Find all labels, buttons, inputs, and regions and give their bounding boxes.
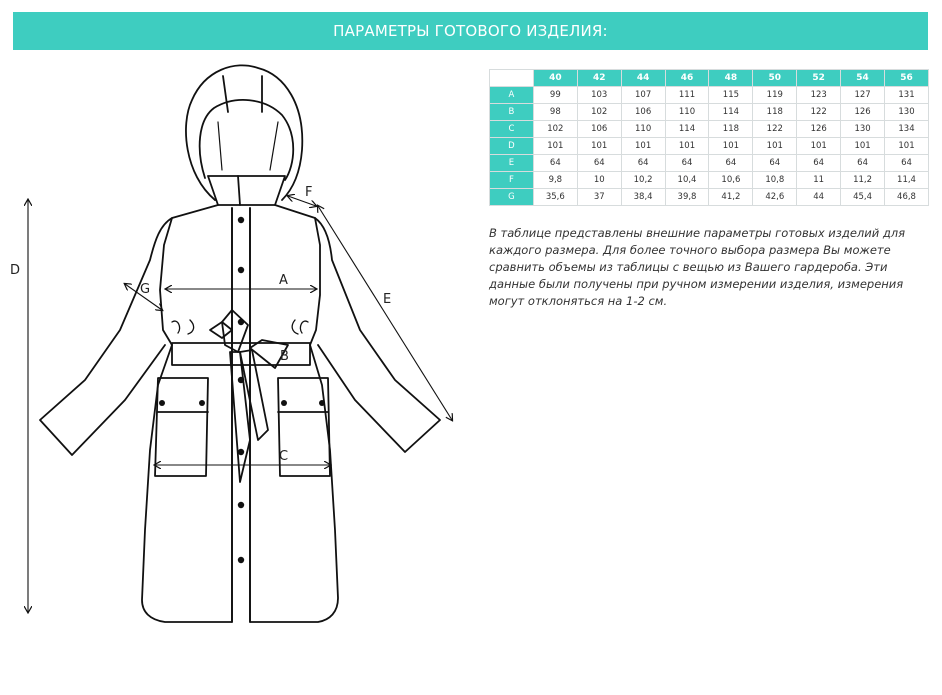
table-cell: 41,2 <box>709 189 753 206</box>
row-label: C <box>490 121 534 138</box>
row-label: A <box>490 87 534 104</box>
dimension-lines <box>28 196 452 612</box>
table-cell: 115 <box>709 87 753 104</box>
table-cell: 64 <box>533 155 577 172</box>
table-row <box>490 172 929 189</box>
table-cell: 101 <box>577 138 621 155</box>
left-sleeve <box>40 218 172 455</box>
table-cell: 10,2 <box>621 172 665 189</box>
table-cell: 107 <box>621 87 665 104</box>
hood-inner-fold <box>218 122 278 170</box>
table-cell: 44 <box>797 189 841 206</box>
hood-seam <box>223 76 262 112</box>
size-header: 40 <box>533 70 577 87</box>
table-row <box>490 87 929 104</box>
table-cell: 64 <box>621 155 665 172</box>
table-cell: 101 <box>665 138 709 155</box>
table-row <box>490 189 929 206</box>
measurement-note: В таблице представлены внешние параметры готовых изделий для каждого размера. Для более точного выбора размера Вы можете сравнить объемы из таблицы с вещью из Вашего гардероба. Эти данные были получены при ручном измерении изделия, измерения могут отклоняться на 1-2 см. <box>489 226 906 308</box>
table-cell: 114 <box>665 121 709 138</box>
table-cell: 114 <box>709 104 753 121</box>
table-cell: 37 <box>577 189 621 206</box>
table-cell: 10,4 <box>665 172 709 189</box>
row-label: D <box>490 138 534 155</box>
table-cell: 99 <box>533 87 577 104</box>
table-cell: 130 <box>841 121 885 138</box>
table-cell: 11,4 <box>885 172 929 189</box>
table-cell: 64 <box>665 155 709 172</box>
hood-inner <box>200 100 294 180</box>
size-header: 52 <box>797 70 841 87</box>
dim-label-e: E <box>383 292 392 307</box>
table-cell: 38,4 <box>621 189 665 206</box>
buttons <box>159 217 325 563</box>
table-cell: 110 <box>621 121 665 138</box>
belt-knot <box>222 310 248 352</box>
table-cell: 64 <box>577 155 621 172</box>
dim-label-f: F <box>305 185 313 200</box>
table-cell: 39,8 <box>665 189 709 206</box>
table-cell: 11,2 <box>841 172 885 189</box>
belt-loop <box>210 322 232 338</box>
size-header: 54 <box>841 70 885 87</box>
table-cell: 118 <box>753 104 797 121</box>
size-table <box>489 69 929 206</box>
table-cell: 101 <box>533 138 577 155</box>
table-cell: 10,8 <box>753 172 797 189</box>
table-cell: 102 <box>577 104 621 121</box>
coat-body <box>142 205 232 622</box>
right-sleeve <box>315 218 440 452</box>
table-row <box>490 155 929 172</box>
table-cell: 102 <box>533 121 577 138</box>
size-header: 50 <box>753 70 797 87</box>
belt-tie-1 <box>230 352 250 482</box>
dim-e-line <box>318 206 452 420</box>
table-row <box>490 138 929 155</box>
dim-label-a: A <box>279 273 288 288</box>
table-cell: 64 <box>841 155 885 172</box>
collar-split <box>238 176 240 205</box>
table-cell: 101 <box>885 138 929 155</box>
table-cell: 101 <box>709 138 753 155</box>
table-cell: 101 <box>841 138 885 155</box>
table-cell: 98 <box>533 104 577 121</box>
table-cell: 35,6 <box>533 189 577 206</box>
table-cell: 131 <box>885 87 929 104</box>
collar <box>208 176 285 205</box>
table-row <box>490 104 929 121</box>
row-label: G <box>490 189 534 206</box>
table-cell: 134 <box>885 121 929 138</box>
table-cell: 64 <box>753 155 797 172</box>
table-cell: 46,8 <box>885 189 929 206</box>
table-cell: 64 <box>885 155 929 172</box>
table-row <box>490 121 929 138</box>
table-cell: 130 <box>885 104 929 121</box>
table-cell: 10 <box>577 172 621 189</box>
table-cell: 9,8 <box>533 172 577 189</box>
table-cell: 101 <box>797 138 841 155</box>
table-cell: 64 <box>797 155 841 172</box>
dim-label-d: D <box>10 263 21 278</box>
dim-label-b: B <box>280 349 289 364</box>
table-cell: 103 <box>577 87 621 104</box>
coat-diagram <box>0 55 480 695</box>
dim-label-c: C <box>279 449 289 464</box>
table-cell: 119 <box>753 87 797 104</box>
size-header-row <box>490 70 929 87</box>
table-cell: 126 <box>797 121 841 138</box>
table-cell: 126 <box>841 104 885 121</box>
table-cell: 101 <box>621 138 665 155</box>
table-cell: 11 <box>797 172 841 189</box>
table-cell: 111 <box>665 87 709 104</box>
table-cell: 45,4 <box>841 189 885 206</box>
table-cell: 118 <box>709 121 753 138</box>
page-title: ПАРАМЕТРЫ ГОТОВОГО ИЗДЕЛИЯ: <box>333 22 608 40</box>
table-cell: 10,6 <box>709 172 753 189</box>
title-banner <box>13 12 928 50</box>
table-corner <box>490 70 534 87</box>
table-cell: 101 <box>753 138 797 155</box>
size-header: 48 <box>709 70 753 87</box>
table-cell: 122 <box>753 121 797 138</box>
row-label: F <box>490 172 534 189</box>
size-header: 46 <box>665 70 709 87</box>
coat-body-right <box>250 205 338 622</box>
row-label: B <box>490 104 534 121</box>
dim-label-g: G <box>140 282 151 297</box>
size-header: 56 <box>885 70 929 87</box>
table-cell: 106 <box>621 104 665 121</box>
table-cell: 42,6 <box>753 189 797 206</box>
table-cell: 127 <box>841 87 885 104</box>
table-cell: 64 <box>709 155 753 172</box>
table-cell: 110 <box>665 104 709 121</box>
row-label: E <box>490 155 534 172</box>
size-header: 44 <box>621 70 665 87</box>
left-pocket <box>155 378 208 476</box>
size-header: 42 <box>577 70 621 87</box>
table-cell: 122 <box>797 104 841 121</box>
table-cell: 106 <box>577 121 621 138</box>
table-cell: 123 <box>797 87 841 104</box>
